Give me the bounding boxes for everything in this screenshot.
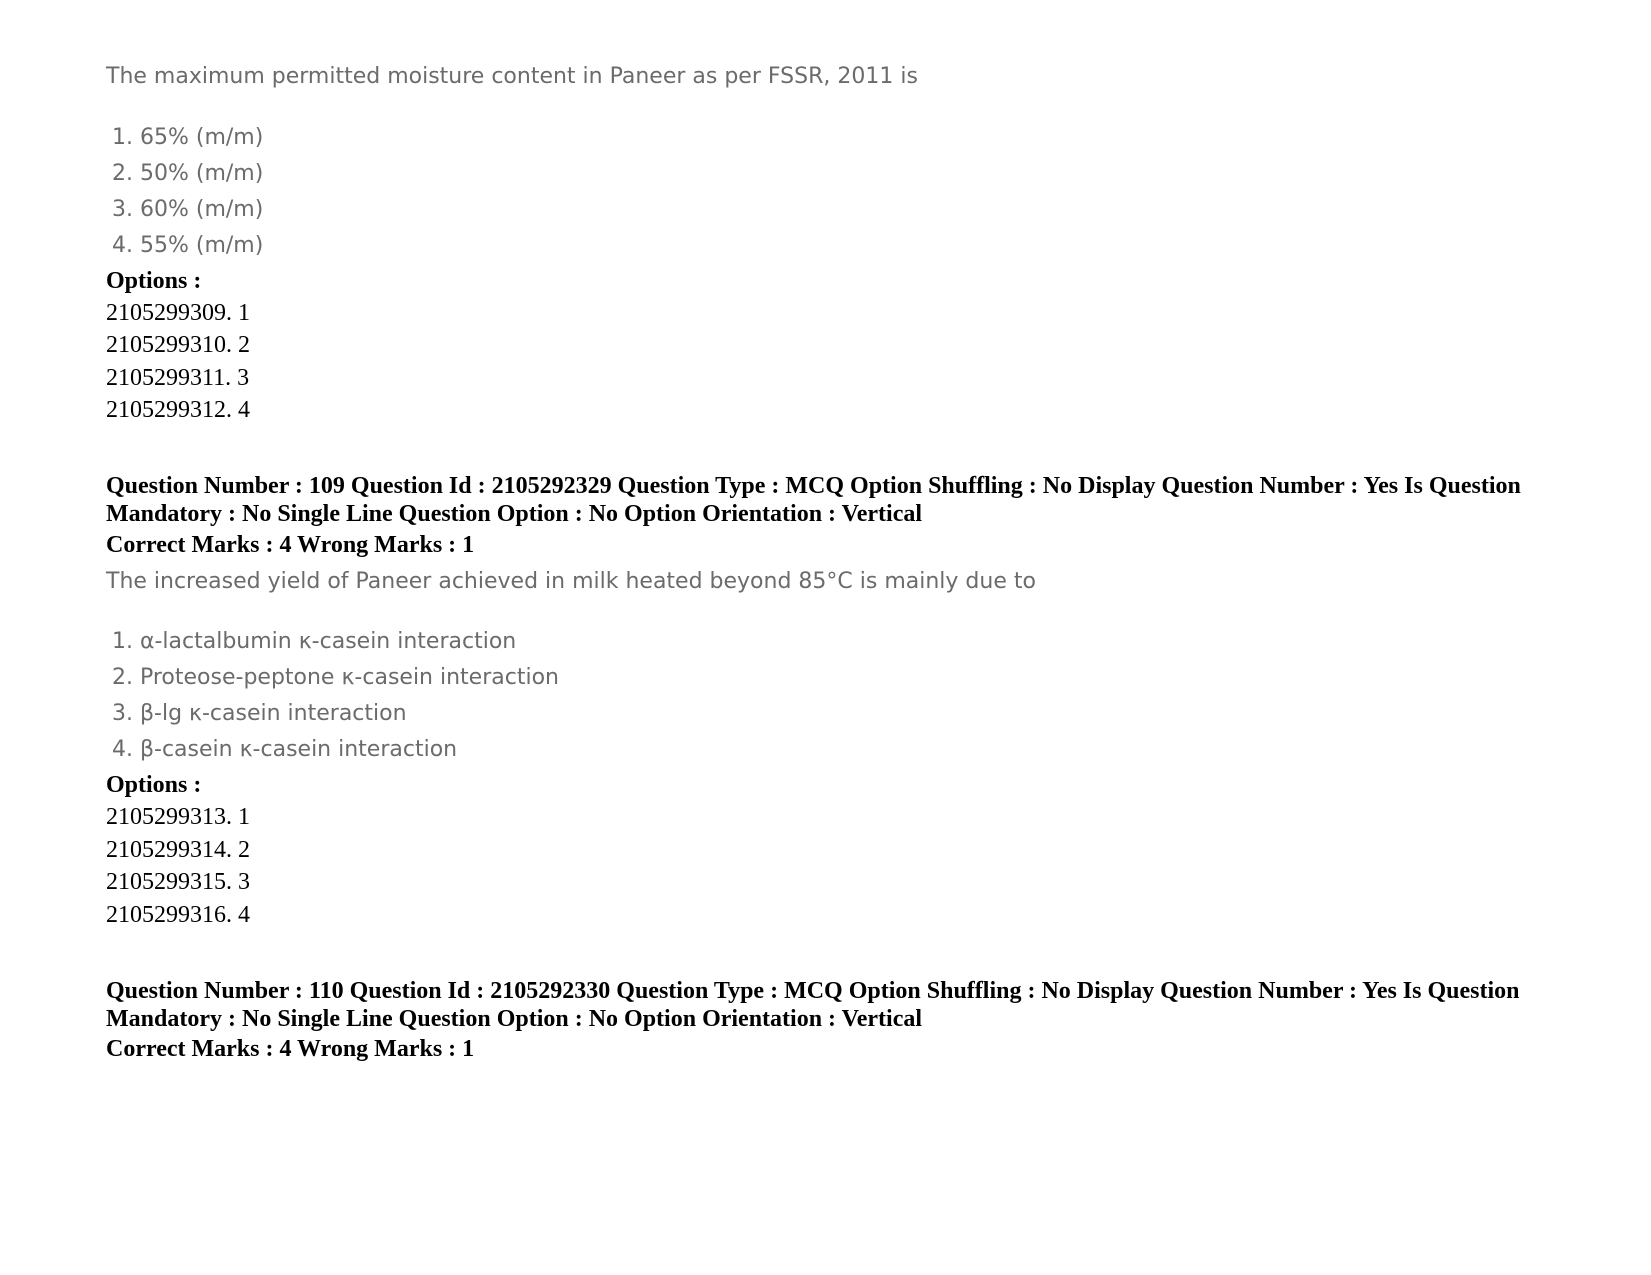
option-id: 2105299309. 1 — [106, 300, 250, 326]
options-heading: Options : — [106, 772, 202, 798]
option-id: 2105299311. 3 — [106, 365, 250, 391]
answer-choice: 2. Proteose-peptone κ-casein interaction — [112, 665, 559, 690]
answer-choice: 1. α-lactalbumin κ-casein interaction — [112, 629, 517, 654]
option-id: 2105299314. 2 — [106, 837, 250, 863]
question-meta: Question Number : 110 Question Id : 2105292330 Question Type : MCQ Option Shuffling : No Display Question Number : Yes Is Question Mandatory : No Single Line Question Option : No Option Orientation : Vertical — [106, 978, 1520, 1032]
option-id: 2105299313. 1 — [106, 804, 250, 830]
options-heading: Options : — [106, 268, 202, 294]
question-text: The maximum permitted moisture content in Paneer as per FSSR, 2011 is — [106, 64, 918, 89]
option-id: 2105299310. 2 — [106, 332, 250, 358]
answer-choice: 4. 55% (m/m) — [112, 233, 264, 258]
option-id: 2105299312. 4 — [106, 397, 250, 423]
answer-choice: 3. 60% (m/m) — [112, 197, 264, 222]
question-meta: Question Number : 109 Question Id : 2105292329 Question Type : MCQ Option Shuffling : No Display Question Number : Yes Is Question Mandatory : No Single Line Question Option : No Option Orientation : Vertical — [106, 473, 1521, 527]
answer-choice: 1. 65% (m/m) — [112, 125, 264, 150]
answer-choice: 4. β-casein κ-casein interaction — [112, 737, 458, 762]
option-id: 2105299315. 3 — [106, 869, 250, 895]
question-text: The increased yield of Paneer achieved in milk heated beyond 85°C is mainly due to — [106, 569, 1036, 594]
option-id: 2105299316. 4 — [106, 902, 250, 928]
question-marks: Correct Marks : 4 Wrong Marks : 1 — [106, 532, 475, 558]
answer-choice: 2. 50% (m/m) — [112, 161, 264, 186]
answer-choice: 3. β-lg κ-casein interaction — [112, 701, 407, 726]
question-marks: Correct Marks : 4 Wrong Marks : 1 — [106, 1036, 475, 1062]
